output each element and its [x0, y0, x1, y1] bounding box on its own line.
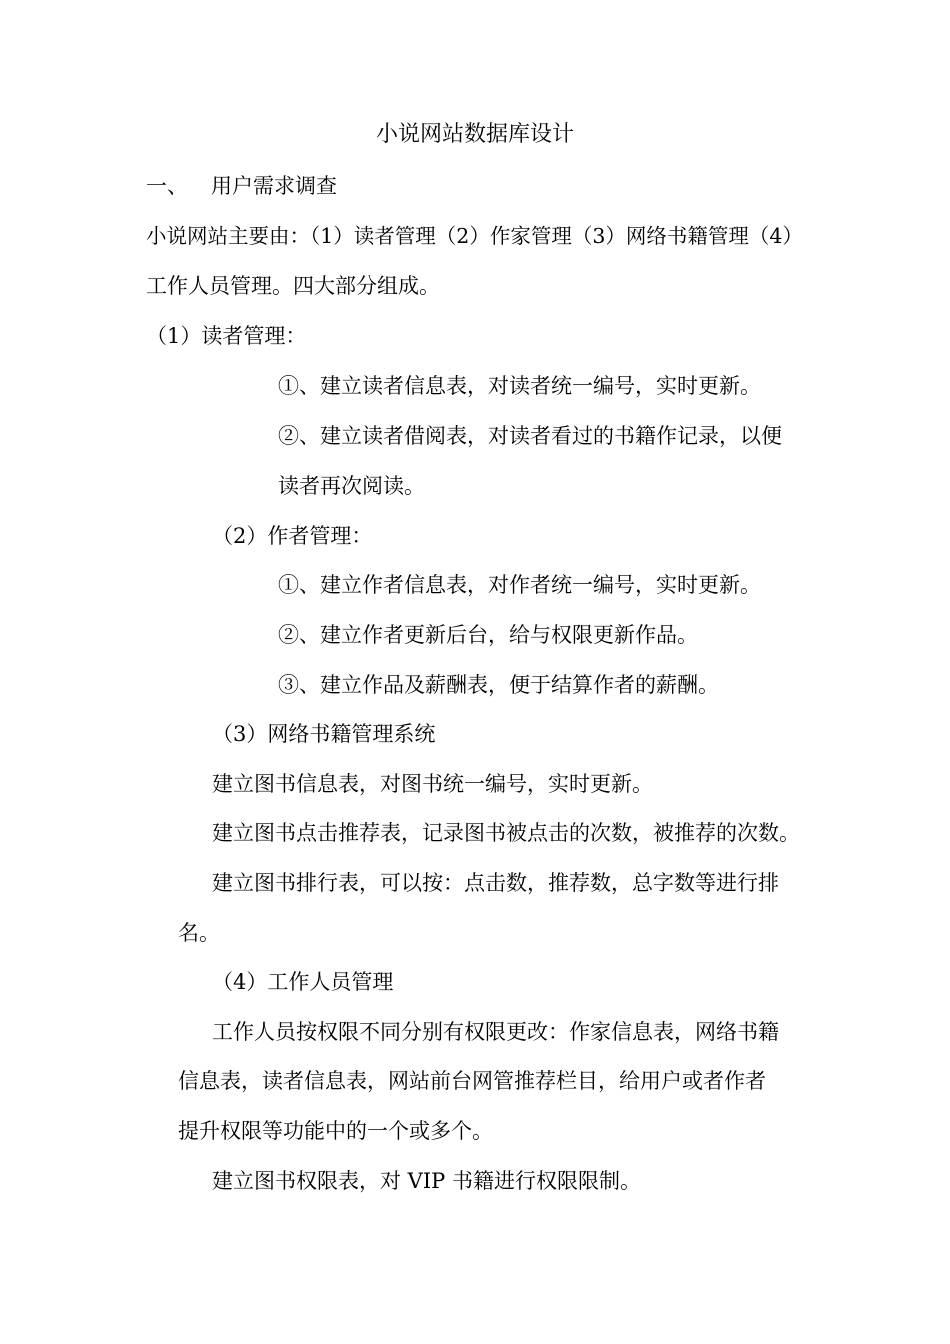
intro-line: 小说网站主要由：（1）读者管理（2）作家管理（3）网络书籍管理（4） [146, 224, 803, 248]
author-item: ①、建立作者信息表，对作者统一编号，实时更新。 [278, 573, 761, 597]
staff-item: 提升权限等功能中的一个或多个。 [178, 1119, 493, 1143]
reader-heading: （1）读者管理： [146, 324, 307, 348]
books-item: 建立图书排行表，可以按：点击数，推荐数，总字数等进行排 [212, 871, 779, 895]
staff-heading: （4）工作人员管理 [212, 970, 394, 994]
author-heading: （2）作者管理： [212, 524, 373, 548]
reader-item: 读者再次阅读。 [278, 474, 425, 498]
reader-item: ②、建立读者借阅表，对读者看过的书籍作记录，以便 [278, 424, 782, 448]
section-number: 一、 [146, 174, 188, 198]
document-title: 小说网站数据库设计 [375, 122, 574, 147]
section-heading: 用户需求调查 [211, 174, 337, 198]
books-heading: （3）网络书籍管理系统 [212, 722, 436, 746]
staff-item: 建立图书权限表，对 VIP 书籍进行权限限制。 [212, 1169, 641, 1193]
staff-item: 工作人员按权限不同分别有权限更改：作家信息表，网络书籍 [212, 1020, 779, 1044]
books-item: 名。 [178, 921, 220, 945]
reader-item: ①、建立读者信息表，对读者统一编号，实时更新。 [278, 374, 761, 398]
books-item: 建立图书信息表，对图书统一编号，实时更新。 [212, 772, 653, 796]
intro-line: 工作人员管理。四大部分组成。 [146, 274, 440, 298]
author-item: ②、建立作者更新后台，给与权限更新作品。 [278, 623, 698, 647]
staff-item: 信息表，读者信息表，网站前台网管推荐栏目，给用户或者作者 [178, 1069, 766, 1093]
author-item: ③、建立作品及薪酬表，便于结算作者的薪酬。 [278, 673, 719, 697]
books-item: 建立图书点击推荐表，记录图书被点击的次数，被推荐的次数。 [212, 821, 800, 845]
